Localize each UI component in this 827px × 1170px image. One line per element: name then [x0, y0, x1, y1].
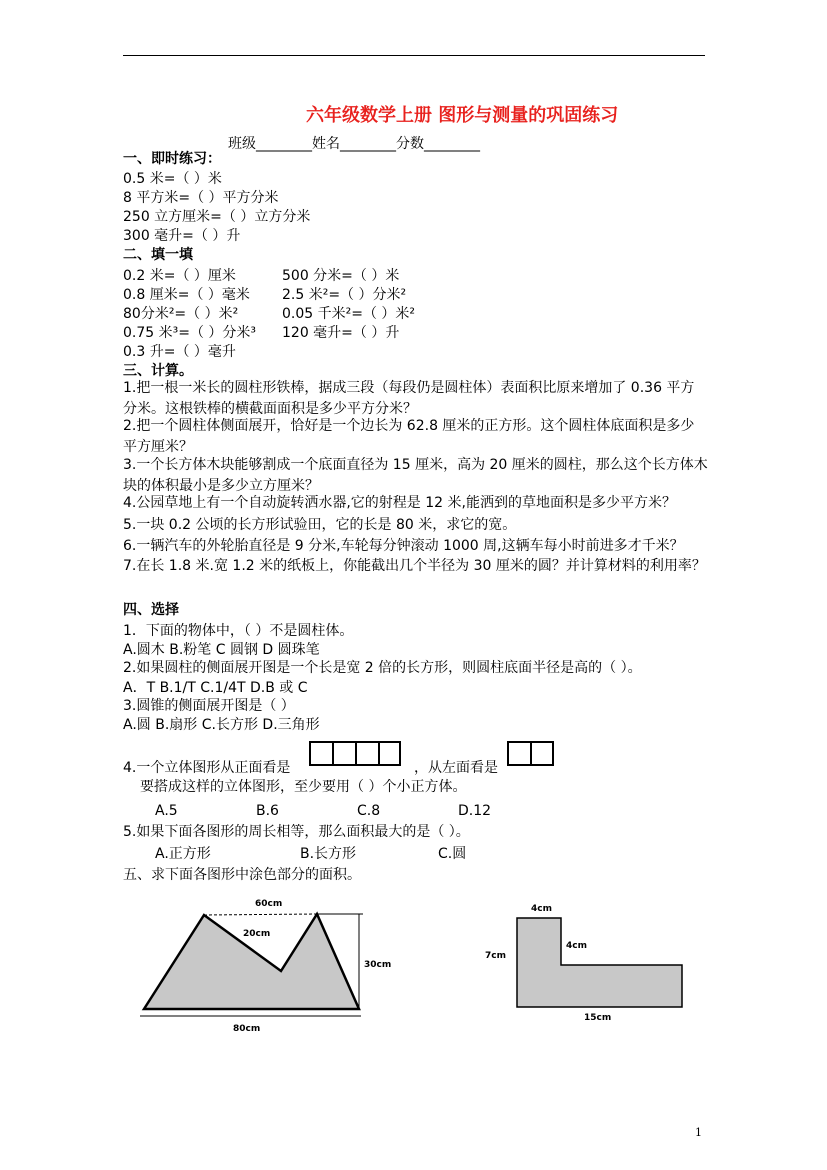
s4-question-5: 5.如果下面各图形的周长相等，那么面积最大的是（ ）。: [123, 824, 470, 840]
shaded-region: [517, 918, 682, 1007]
s1-item: 250 立方厘米=（ ）立方分米: [123, 209, 311, 225]
s4-q4-option: D.12: [458, 803, 492, 819]
s2-right-item: 0.05 千米²=（ ）米²: [282, 306, 416, 322]
s3-question-5: 5.一块 0.2 公顷的长方形试验田，它的长是 80 米，求它的宽。: [123, 517, 517, 533]
bottom-width-label: 15cm: [584, 1013, 612, 1023]
page-number: 1: [695, 1126, 702, 1139]
base-length-label: 80cm: [233, 1024, 261, 1034]
s2-left-item: 80分米²=（ ）米²: [123, 306, 239, 322]
s3-question-7: 7.在长 1.8 米.宽 1.2 米的纸板上，你能截出几个半径为 30 厘米的圆？并计算材料的利用率？: [123, 558, 706, 574]
section-2-heading: 二、填一填: [123, 247, 193, 263]
s4-question-2-options: A．T B.1/T C.1/4T D.B 或 C: [123, 680, 308, 696]
s3-question-4: 4.公园草地上有一个自动旋转洒水器,它的射程是 12 米,能洒到的草地面积是多少平方米？: [123, 495, 676, 511]
s1-item: 300 毫升=（ ）升: [123, 228, 241, 244]
student-info-line: 班级________姓名________分数________: [228, 136, 480, 152]
section-5-heading: 五、求下面各图形中涂色部分的面积。: [123, 867, 361, 883]
left-height-label: 7cm: [485, 951, 506, 961]
header-rule: [123, 55, 705, 56]
middle-height-label: 20cm: [243, 929, 271, 939]
s1-item: 0.5 米=（ ）米: [123, 171, 222, 187]
s4-question-3: 3.圆锥的侧面展开图是（ ）: [123, 698, 295, 714]
s2-right-item: 120 毫升=（ ）升: [282, 325, 400, 341]
top-width-label: 4cm: [531, 904, 552, 914]
inner-height-label: 4cm: [566, 941, 587, 951]
s2-left-item: 0.3 升=（ ）毫升: [123, 344, 236, 360]
s4-q5-option: C.圆: [438, 846, 467, 862]
s3-question-1: 1.把一根一米长的圆柱形铁棒，据成三段（每段仍是圆柱体）表面积比原来增加了 0.36 平方分米。这根铁棒的横截面面积是多少平方分米？: [123, 380, 695, 417]
s3-question-6: 6.一辆汽车的外轮胎直径是 9 分米,车轮每分钟滚动 1000 周,这辆车每小时前进多才千米？: [123, 538, 684, 554]
s4-q4-option: A.5: [155, 803, 178, 819]
front-view-figure: [309, 741, 401, 766]
s4-q5-option: A.正方形: [155, 846, 211, 862]
s4-question-4-part2: ，从左面看是: [414, 760, 498, 776]
s4-question-2: 2.如果圆柱的侧面展开图是一个长是宽 2 倍的长方形，则圆柱底面半径是高的（ ）。: [123, 660, 642, 676]
page-title: 六年级数学上册 图形与测量的巩固练习: [306, 105, 619, 126]
s3-question-3: 3.一个长方体木块能够割成一个底面直径为 15 厘米，高为 20 厘米的圆柱，那么这个长方体木块的体积最小是多少立方厘米？: [123, 457, 708, 494]
s2-left-item: 0.8 厘米=（ ）毫米: [123, 287, 250, 303]
s4-question-4-part1: 4.一个立体图形从正面看是: [123, 760, 291, 776]
top-dashed-line: [204, 914, 317, 915]
s1-item: 8 平方米=（ ）平方分米: [123, 190, 279, 206]
s4-q5-option: B.长方形: [300, 846, 357, 862]
s4-q4-option: C.8: [357, 803, 381, 819]
shaded-l-shape-figure: [480, 898, 690, 1028]
top-length-label: 60cm: [255, 899, 283, 909]
s2-right-item: 2.5 米²=（ ）分米²: [282, 287, 407, 303]
s2-left-item: 0.2 米=（ ）厘米: [123, 268, 236, 284]
left-view-figure: [507, 741, 554, 766]
s2-right-item: 500 分米=（ ）米: [282, 268, 400, 284]
shaded-triangle-figure: [120, 890, 410, 1040]
s4-q4-option: B.6: [256, 803, 279, 819]
s4-question-4-part3: 要搭成这样的立体图形，至少要用（ ）个小正方体。: [140, 779, 467, 795]
section-4-heading: 四、选择: [123, 602, 179, 618]
s4-question-3-options: A.圆 B.扇形 C.长方形 D.三角形: [123, 717, 320, 733]
s4-question-1-options: A.圆木 B.粉笔 C 圆钢 D 圆珠笔: [123, 642, 320, 658]
section-3-heading: 三、计算。: [123, 363, 193, 379]
s3-question-2: 2.把一个圆柱体侧面展开，恰好是一个边长为 62.8 厘米的正方形。这个圆柱体底面积是多少平方厘米？: [123, 418, 695, 455]
s2-left-item: 0.75 米³=（ ）分米³: [123, 325, 257, 341]
section-1-heading: 一、即时练习：: [123, 151, 221, 167]
height-label: 30cm: [364, 960, 392, 970]
s4-question-1: 1．下面的物体中，（ ）不是圆柱体。: [123, 623, 354, 639]
